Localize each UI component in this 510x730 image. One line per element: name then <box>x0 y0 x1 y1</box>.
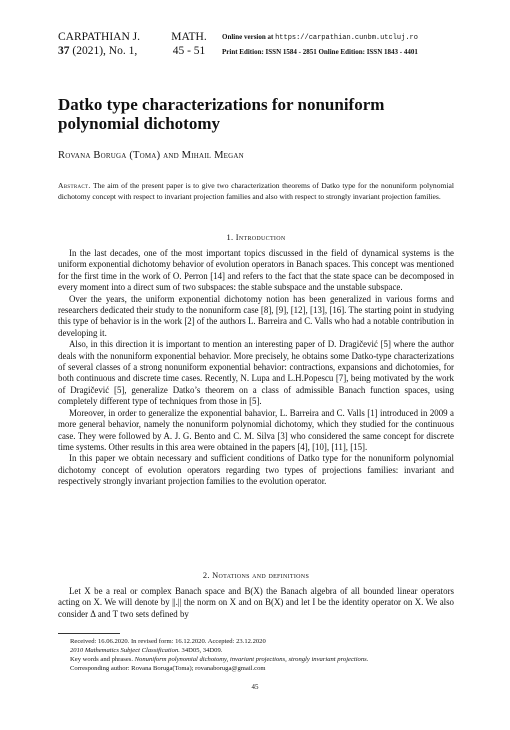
corresponding-author: Corresponding author: Rovana Boruga(Toma); rovanaboruga@gmail.com <box>70 665 266 673</box>
section-heading-notations: 2. Notations and definitions <box>202 571 310 580</box>
page-number: 45 <box>251 683 259 691</box>
keywords-text: Nonuniform polynomial dichotomy, invariant projections, strongly invariant projections. <box>134 656 369 664</box>
received-dates: Received: 16.06.2020. In revised form: 16.12.2020. Accepted: 23.12.2020 <box>70 638 266 645</box>
online-url-link[interactable]: https://carpathian.cunbm.utcluj.ro <box>275 34 418 42</box>
notations-body <box>58 586 454 620</box>
author-names: Rovana Boruga (Toma) and Mihail Megan <box>58 150 244 161</box>
paper-title: Datko type characterizations for nonuniform polynomial dichotomy <box>58 95 385 133</box>
msc-codes: 34D05, 34D09. <box>181 647 223 655</box>
paper-authors <box>58 150 244 161</box>
issn-line: Print Edition: ISSN 1584 - 2851 Online Edition: ISSN 1843 - 4401 <box>222 48 418 56</box>
introduction-body <box>58 248 454 488</box>
page-range: 45 - 51 <box>172 45 206 57</box>
online-label: Online version at <box>222 33 274 41</box>
intro-paragraph: Also, in this direction it is important to mention an interesting paper of D. Dragičević [5] where the author deals with the nonuniform exponential behavior. More precisely, he obtains some Datko-type characterizations of several classes of a strong nonuniform exponential behavior: contractions, expansions and dichotomies, for both continuous and discrete time cases. Recently, N. Lupa and L.H.Popescu [7], being motivated by the work of Dragičević [5], generalize Datko’s theorem on a class of admissible Banach function spaces, using completely different type of techniques from those in [5]. <box>58 339 454 407</box>
keywords-label: Key words and phrases. <box>70 656 133 664</box>
year-issue: (2021), No. 1, <box>72 45 138 57</box>
abstract-label: Abstract. <box>58 181 91 190</box>
intro-paragraph: In this paper we obtain necessary and sufficient conditions of Datko type for the nonuniform polynomial dichotomy concept of evolution operators regarding two types of projections families: invariant and respectively strongly invariant projection families to the evolution operator. <box>58 453 454 487</box>
notations-paragraph: Let X be a real or complex Banach space and B(X) the Banach algebra of all bounded linear operators acting on X. We will denote by ||.|| the norm on X and on B(X) and let I be the identity operator on X. We also consider Δ and T two sets defined by <box>58 586 454 619</box>
math-label: MATH. <box>171 31 207 43</box>
footnotes <box>58 637 458 673</box>
journal-header <box>58 30 140 58</box>
journal-name: CARPATHIAN J. <box>58 31 141 43</box>
section-heading-introduction: 1. Introduction <box>226 233 286 242</box>
online-header <box>222 30 418 59</box>
intro-paragraph: In the last decades, one of the most important topics discussed in the field of dynamical systems is the uniform exponential dichotomy behavior of evolution operators in Banach spaces. This concept was mentioned for the first time in the work of O. Perron [14] and refers to the fact that the state space can be decomposed in every moment into a direct sum of two subspaces: the stable subspace and the unstable subspace. <box>58 248 454 293</box>
volume-number: 37 <box>58 45 70 57</box>
footnote-divider <box>58 633 120 634</box>
intro-paragraph: Moreover, in order to generalize the exponential bahavior, L. Barreira and C. Valls [1] introduced in 2009 a more general behavior, namely the nonuniform polynomial dichotomy, which they studied for the continuous case. They were followed by A. J. G. Bento and C. M. Silva [3] who considered the same concept for discrete time systems. Other results in this area were obtained in the papers [4], [10], [11], [15]. <box>58 407 454 452</box>
msc-label: 2010 Mathematics Subject Classification. <box>70 647 180 655</box>
intro-paragraph: Over the years, the uniform exponential dichotomy notion has been generalized in various forms and researchers dedicated their study to the nonuniform case [8], [9], [12], [13], [16]. The starting point in studying this type of behavior is in the work [2] of the authors L. Barreira and C. Valls who had a notable contribution in developing it. <box>58 293 454 338</box>
abstract-text: The aim of the present paper is to give two characterization theorems of Datko type for the nonuniform polynomial dichotomy concept with respect to invariant projection families and also with respect to strongly invariant projection families. <box>58 181 454 201</box>
abstract <box>58 181 454 202</box>
math-header <box>168 30 210 58</box>
